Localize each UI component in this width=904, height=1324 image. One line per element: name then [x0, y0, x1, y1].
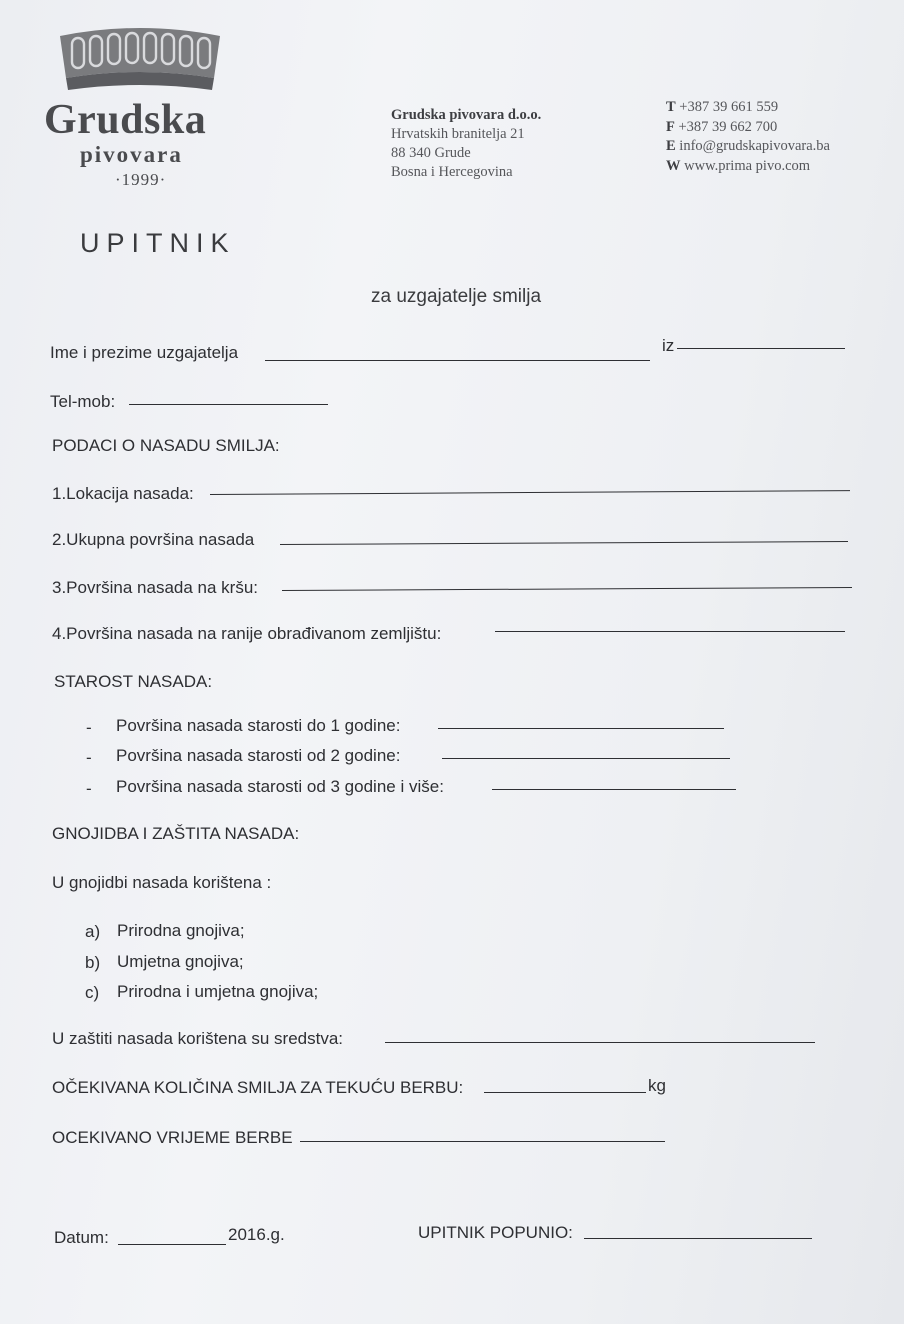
address-city: 88 340 Grude [391, 145, 471, 161]
contact-phone: T +387 39 661 559 [666, 99, 779, 115]
age-item-label: Površina nasada starosti od 3 godine i više: [116, 777, 444, 796]
questionnaire-page: Grudska pivovara ·1999· Grudska pivovara d.o.o. Hrvatskih branitelja 21 88 340 Grude Bosna i Hercegovina T +387 39 661 559 F +387 39 662 700 E info@grudskapivovara.ba W www.prima pivo.com UPITNIK za uzgajatelje smilja Ime i prezime uzgajatelja iz Tel-mob: PODACI O NASADU SMILJA: 1.Lokacija nasada: 2.Ukupna površina nasada 3.Površina nasada na kršu: 4.Površina nasada na ranije obrađivanom zemljištu: STAROST NASADA: - Površina nasada starosti do 1 godine: - Površina nasada starosti od 2 godine: - Površina nasada starosti od 3 godine i više: GNOJIDBA I ZAŠTITA NASADA: U gnojidbi nasada korištena : a) Prirodna gnojiva; b) Umjetna gnojiva; c) Prirodna i umjetna gnojiva; U zaštiti nasada korištena su sredstva: OČEKIVANA KOLIČINA SMILJA ZA TEKUĆU BERBU: kg OCEKIVANO VRIJEME BERBE Datum: 2016.g. UPITNIK POPUNIO: [0, 0, 904, 1324]
phone-field[interactable] [129, 404, 328, 405]
option-marker: b) [85, 953, 101, 972]
option-text[interactable]: Umjetna gnojiva; [117, 952, 244, 971]
address-country: Bosna i Hercegovina [391, 164, 513, 180]
from-field[interactable] [677, 348, 845, 349]
age-item-field[interactable] [438, 728, 724, 729]
question-karst-area-field[interactable] [282, 587, 852, 591]
date-label: Datum: [54, 1228, 109, 1247]
protection-label: U zaštiti nasada korištena su sredstva: [52, 1029, 344, 1048]
section-age: STAROST NASADA: [54, 672, 213, 691]
phone-label: Tel-mob: [50, 392, 116, 411]
name-label: Ime i prezime uzgajatelja [50, 343, 239, 362]
question-location-label: 1.Lokacija nasada: [52, 484, 194, 503]
option-text[interactable]: Prirodna i umjetna gnojiva; [117, 982, 319, 1001]
date-field[interactable] [118, 1244, 226, 1245]
contact-web: W www.prima pivo.com [666, 157, 811, 174]
protection-field[interactable] [385, 1042, 815, 1043]
section-plantation: PODACI O NASADU SMILJA: [52, 436, 280, 455]
page-title: UPITNIK [80, 228, 236, 258]
company-name: Grudska pivovara d.o.o. [391, 107, 542, 123]
filled-by-label: UPITNIK POPUNIO: [418, 1223, 573, 1242]
company-address [391, 106, 541, 182]
question-cultivated-area-field[interactable] [495, 631, 845, 632]
crown-logo-icon [56, 26, 224, 96]
contact-email: E info@grudskapivovara.ba [666, 138, 830, 154]
name-field[interactable] [265, 360, 650, 361]
expected-time-field[interactable] [300, 1141, 665, 1142]
page-subtitle: za uzgajatelje smilja [371, 286, 542, 307]
question-location-field[interactable] [210, 490, 850, 495]
expected-quantity-field[interactable] [484, 1092, 646, 1093]
question-total-area-label: 2.Ukupna površina nasada [52, 530, 255, 549]
section-fertilization: GNOJIDBA I ZAŠTITA NASADA: [52, 824, 300, 843]
contact-fax: F +387 39 662 700 [666, 118, 778, 135]
age-item-label: Površina nasada starosti od 2 godine: [116, 746, 401, 765]
option-marker: a) [85, 922, 101, 941]
option-text[interactable]: Prirodna gnojiva; [117, 921, 245, 940]
company-contact [666, 98, 830, 176]
question-cultivated-area-label: 4.Površina nasada na ranije obrađivanom zemljištu: [52, 624, 442, 643]
age-item-field[interactable] [492, 789, 736, 790]
from-label: iz [662, 336, 675, 355]
date-year: 2016.g. [228, 1225, 285, 1244]
question-karst-area-label: 3.Površina nasada na kršu: [52, 578, 259, 597]
expected-quantity-label: OČEKIVANA KOLIČINA SMILJA ZA TEKUĆU BERBU: [52, 1078, 464, 1097]
age-item-label: Površina nasada starosti do 1 godine: [116, 716, 401, 735]
logo-subtitle: pivovara [80, 142, 183, 167]
age-item-field[interactable] [442, 758, 730, 759]
expected-time-label: OCEKIVANO VRIJEME BERBE [52, 1128, 293, 1147]
option-marker: c) [85, 983, 100, 1002]
address-street: Hrvatskih branitelja 21 [391, 126, 525, 142]
expected-quantity-unit: kg [648, 1076, 666, 1095]
question-total-area-field[interactable] [280, 541, 848, 545]
logo-name: Grudska [44, 97, 207, 143]
fertilization-question: U gnojidbi nasada korištena : [52, 873, 272, 892]
logo-year: ·1999· [115, 170, 167, 189]
filled-by-field[interactable] [584, 1238, 812, 1239]
